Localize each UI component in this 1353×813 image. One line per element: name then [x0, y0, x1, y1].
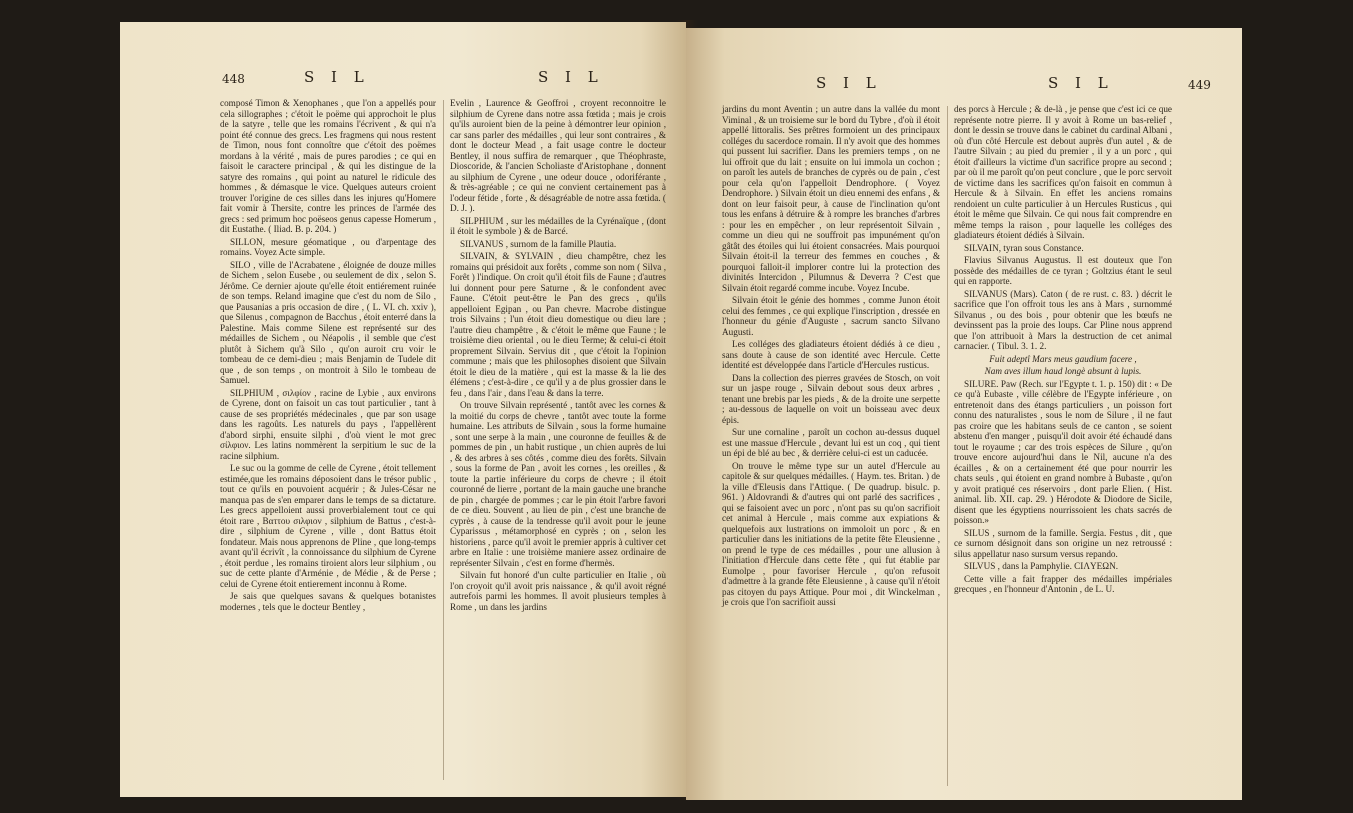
running-header: S I L: [1048, 74, 1114, 92]
paragraph: Evelin , Laurence & Geoffroi , croyent reconnoitre le silphium de Cyrene dans notre assa fœtida ; mais je crois qu'ils auroient bien de la peine à démontrer leur opinion , car sans parler des médailles , qui leur sont contraires , & dont le docteur Mead , a fait usage contre le docteur Bentley, il nous suffira de remarquer , que Théophraste, Dioscoride, & l'ancien Scholiaste d'Aristophane , donnent au silphium de Cyrene , une odeur douce , odoriférante , & très-agréable ; ce qui ne convient certainement pas à l'odeur fétide , forte , & désagréable de notre assa fœtida. ( D. J. ).: [450, 98, 666, 213]
paragraph: Les colléges des gladiateurs étoient dédiés à ce dieu , sans doute à cause de son identité avec Hercule. Cette identité est développée dans l'article d'Hercules rusticus.: [722, 339, 940, 370]
paragraph: Cette ville a fait frapper des médailles impériales grecques , en l'honneur d'Antonin , de L. U.: [954, 573, 1172, 594]
paragraph: SILVAIN, tyran sous Constance.: [964, 242, 1084, 253]
paragraph: Silvain étoit le génie des hommes , comme Junon étoit celui des femmes , ce qui explique l'inscription , dressée en l'honneur du génie d'Auguste , sacrum sancto Silvano Augusti.: [722, 295, 940, 337]
left-page: [120, 22, 686, 797]
right-page: [686, 28, 1242, 800]
paragraph: SILVAIN, & SYLVAIN , dieu champêtre, chez les romains qui présidoit aux forêts , comme son nom ( Silva , Forêt ) l'indique. On croit qu'il étoit fils de Faune ; d'autres lui donnent pour pere Saturne , & le confondent avec Faune. C'étoit peut-être le Pan des grecs , qu'ils appelloient Egipan , ou Pan chevre. Macrobe distingue trois Silvains ; l'un étoit dieu domestique ou dieu lare ; l'autre dieu champêtre , & c'étoit le même que Faune ; le troisième dieu oriental , ou le dieu Terme; & celui-ci étoit proprement Silvain. Servius dit , que c'étoit la l'opinion commune ; mais que les philosophes disoient que Silvain étoit le dieu de la matière , qui est la masse & la lie des élémens ; c'est-à-dire , ce qu'il y a de plus grossier dans le feu , dans l'air , dans l'eau & dans la terre.: [450, 251, 666, 398]
paragraph: Je sais que quelques savans & quelques botanistes modernes , tels que le docteur Bentley ,: [220, 591, 436, 612]
paragraph: SILPHIUM , sur les médailles de la Cyrénaïque , (dont il étoit le symbole ) & de Barcé.: [450, 215, 666, 236]
paragraph: SILVUS , dans la Pamphylie. CIΛYEΩN.: [964, 561, 1119, 571]
page-number: 448: [222, 72, 245, 86]
paragraph: SILUS , surnom de la famille. Sergia. Festus , dit , que ce surnom désignoit dans son origine un nez retroussé : silus appellatur naso sursum versus repando.: [954, 527, 1172, 559]
paragraph: SILVANUS (Mars). Caton ( de re rust. c. 83. ) décrit le sacrifice que l'on offroit tous les ans à Mars , surnommé Silvanus , ou des bois , pour obtenir que les bœufs ne devinssent pas la proie des loups. Car Pline nous apprend que l'on attribuoit à Mars la destruction de cet animal carnacier. ( Tibul. 3. 1. 2.: [954, 288, 1172, 351]
paragraph: SILLON, mesure géomatique , ou d'arpentage des romains. Voyez Acte simple.: [220, 236, 436, 257]
paragraph: SILVANUS , surnom de la famille Plautia.: [460, 238, 617, 249]
text-column-2: [954, 104, 1172, 597]
paragraph: SILPHIUM , σιλφίον , racine de Lybie , aux environs de Cyrene, dont on faisoit un cas tout particulier , tant à cause de ses propriétés médecinales , que par son usage dans les ragoûts. Les naturels du pays , l'appellèrent d'abord sirphi, ensuite silphi , d'où vient le mot grec σίλφιον. Les latins nommèrent la serpitium le suc de la racine silphium.: [220, 387, 436, 461]
running-header: S I L: [816, 74, 882, 92]
paragraph: SILO , ville de l'Acrabatene , éloignée de douze milles de Sichem , selon Eusebe , ou seulement de dix , selon S. Jérôme. Ce dernier ajoute qu'elle étoit entiérement ruinée de son temps. Reland imagine que c'est du nom de Silo , que Pausanias a pris occasion de dire , ( L. VI. ch. xxiv ), que Silenus , compagnon de Bacchus , étoit enterré dans la Palestine. Mais comme Silene est représenté sur des médailles de Sichem , ou Néapolis , il semble que c'est plutôt à Sichem qu'à Silo , qu'on auroit cru voir le tombeau de ce demi-dieu ; mais Benjamin de Tudele dit que , de son temps , on montroit à Silo le tombeau de Samuel.: [220, 259, 436, 385]
paragraph: jardins du mont Aventin ; un autre dans la vallée du mont Viminal , & un troisieme sur le bord du Tybre , d'où il étoit appellé littoralis. Ses prêtres formoient un des principaux colléges du sacerdoce romain. Il n'y avoit que des hommes qui pussent lui sacrifier. Dans les premiers temps , on ne lui offroit que du lait ; ensuite on lui immola un cochon ; on paroît les autels de branches de cyprès ou de pain , c'est pour cela qu'on l'appelloit Dendrophore. ( Voyez Dendrophore. ) Silvain étoit un dieu ennemi des enfans , & dont on leur faisoit peur, à cause de l'inclination qu'ont tous les enfans à détruire & à rompre les branches d'arbres : pour les en empêcher , on leur représentoit Silvain , comme un dieu qui ne souffroit pas impunément qu'on gâtât des étoiles qui lui étoient consacrées. Mais pourquoi Silvain étoit-il la terreur des femmes en couches , & pourquoi falloit-il implorer contre lui la protection des divinités Intercidon , Pilumnus & Deverra ? C'est que Silvain étoit regardé comme incube. Voyez Incube.: [722, 104, 940, 293]
paragraph: des porcs à Hercule ; & de-là , je pense que c'est ici ce que représente notre pierre. Il y avoit à Rome un bas-relief , dont le dessin se trouve dans le cabinet du cardinal Albani , où d'un côté Hercule est debout auprès d'un autel , & de l'autre Silvain ; au pied du premier , il y a un porc , qui étoit d'ailleurs la victime d'un sacrifice propre au second ; par où il me paroît qu'on peut conclure , que le porc servoit de victime dans les sacrifices qu'on faisoit en commun à Hercule & à Silvain. En effet les anciens romains rendoient un culte particulier à un Hercules Rusticus , qui étoit le même que Silvain. Ce qui nous fait comprendre en même temps la raison , pour laquelle les colléges des gladiateurs étoient dédiés à Silvain.: [954, 104, 1172, 240]
paragraph: composé Timon & Xenophanes , que l'on a appellés pour cela sillographes ; c'étoit le poëme qui approchoit le plus de la satyre , telle que les romains l'écrivent , & qui n'a point été connue des grecs. Les fragmens qui nous restent de Timon, nous font connoître que c'étoit des poëmes mordans à la vérité , mais de pures parodies ; ce qui en faisoit le caractere principal , & qui les distingue de la satyre des romains , qui point au naturel le ridicule des hommes , & démasque le vice. Quelques auteurs croient trouver l'origine de ces silles dans les injures qu'Homere fait vomir à Thersite, contre les princes de l'armée des grecs : sed primum hoc poëseos genus capesse Homerum , dit Eustathe. ( Iliad. B. p. 204. ): [220, 98, 436, 234]
paragraph: Le suc ou la gomme de celle de Cyrene , étoit tellement estimée,que les romains déposoient dans le trésor public , tout ce qu'ils en pouvoient acquérir ; & Jules-César ne manqua pas de s'en emparer dans le temps de sa dictature. Les grecs appelloient aussi proverbialement tout ce qui étoit rare , Βαττου σιλφιον , silphium de Battus , c'est-à-dire , silphium de Cyrene , ville , dont Battus étoit fondateur. Mais nous apprenons de Pline , que long-temps avant qu'il écrivît , la connoissance du silphium de Cyrene , étoit perdue , les romains tiroient alors leur silphium , ou suc de cette plante d'Arménie , de Médie , & de Perse ; celui de Cyrene étoit entierement inconnu à Rome.: [220, 463, 436, 589]
running-header: S I L: [304, 68, 370, 86]
column-rule: [947, 106, 948, 786]
paragraph: On trouve Silvain représenté , tantôt avec les cornes & la moitié du corps de chevre , tantôt avec toute la forme humaine. Les attributs de Silvain , sous la forme humaine , sont une serpe à la main , une couronne de feuilles & de pommes de pin , un habit rustique , un chien auprès de lui , & des arbres à ses côtés , comme dieu des forêts. Silvain , sous la forme de Pan , avoit les cornes , les oreilles , & toute la partie inférieure du corps de chevre ; il étoit couronné de lierre , portant de la main gauche une branche de pin , chargée de pommes ; car le pin étoit l'arbre favori de ce dieu. Souvent , au lieu de pin , c'est une branche de cyprès , à cause de la tendresse qu'il avoit pour le jeune Cyparissus , métamorphosé en cyprès ; on , selon les historiens , parce qu'il avoit le premier appris à cultiver cet arbre en Italie : une troisième maniere assez ordinaire de représenter Silvain , c'est en forme d'hermès.: [450, 400, 666, 568]
verse-line: Nam aves illum haud longè absunt à lupis.: [984, 366, 1142, 376]
verse-line: Fuit adeptî Mars meus gaudium facere ,: [989, 353, 1137, 364]
running-header: S I L: [538, 68, 604, 86]
paragraph: On trouve le même type sur un autel d'Hercule au capitole & sur quelques médailles. ( Haym. tes. Britan. ) de la ville d'Eleusis dans l'Attique. ( De quadrup. bisulc. p. 961. ) Aldovrandi & d'autres qui ont parlé des sacrifices , qui se faisoient avec un porc , n'ont pas su qu'on sacrifioit cet animal à Hercule , mais comme aux expiations & quelquefois aux lustrations on immoloit un porc , & en particulier dans les initiations de la petite fête Eleusienne , on prend le type de ces médailles , pour une allusion à l'initiation d'Hercule dans cette fête , qui fut établie par Eumolpe , pour favoriser Hercule , qu'on refusoit d'admettre à la grande fête Eleusienne , à cause qu'il n'étoit pas citoyen du pays Attique. Pour moi , dit Winckelman , je crois que l'on sacrifioit aussi: [722, 460, 940, 607]
paragraph: Silvain fut honoré d'un culte particulier en Italie , où l'on croyoit qu'il avoit pris naissance , & qu'il avoit régné autrefois parmi les hommes. Il avoit plusieurs temples à Rome , un dans les jardins: [450, 570, 666, 612]
paragraph: Flavius Silvanus Augustus. Il est douteux que l'on possède des médailles de ce tyran ; Goltzius étant le seul qui en rapporte.: [954, 255, 1172, 286]
text-column-1: [722, 104, 940, 610]
paragraph: Dans la collection des pierres gravées de Stosch, on voit sur un jaspe rouge , Silvain debout sous deux arbres , tenant une brebis par les pieds , & de la droite une serpette ; au-dessous de laquelle on voit un boisseau avec deux épis.: [722, 372, 940, 425]
column-rule: [443, 100, 444, 780]
text-column-1: [220, 98, 436, 614]
page-number: 449: [1188, 78, 1211, 92]
paragraph: SILURE. Paw (Rech. sur l'Egypte t. 1. p. 150) dit : « De ce qu'à Eubaste , ville célèbre de l'Egypte inférieure , on entretenoit dans des étangs particuliers , un poisson fort connu des naturalistes , sous le nom de Silure , il ne faut pas croire que les habitans seuls de ce canton , se soient abstenu d'en manger , puisqu'il doit avoir été échaudé dans tout le royaume ; car des trois espèces de Silure , qu'on trouve encore aujourd'hui dans le Nil, aucune n'a des écailles , & on a certainement été que pour nourrir les chats seuls , qui étoient en grand nombre à Bubaste , qu'on y avoit pratiqué ces réservoirs , dont parle Elien. ( Hist. animal. lib. XII. cap. 29. ) Hérodote & Diodore de Sicile, disent que les égyptiens nourrissoient les chats sacrés de poisson.»: [954, 378, 1172, 525]
text-column-2: [450, 98, 666, 614]
paragraph: Sur une cornaline , paroît un cochon au-dessus duquel est une massue d'Hercule , devant lui est un coq , qui tient un épi de blé au bec , & derrière celui-ci est un caducée.: [722, 427, 940, 458]
